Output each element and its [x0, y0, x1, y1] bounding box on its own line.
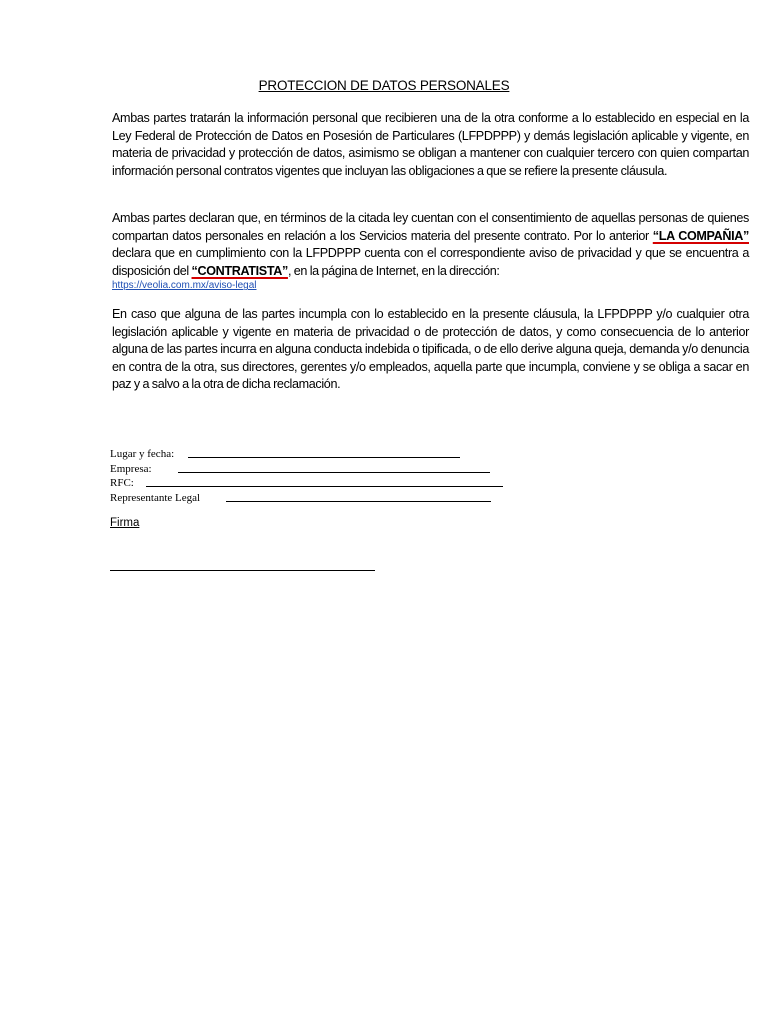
place-date-label: Lugar y fecha: [110, 448, 175, 460]
company-name: “LA COMPAÑIA” [652, 228, 749, 243]
rfc-label: RFC: [110, 477, 134, 489]
paragraph-consent [112, 210, 749, 292]
place-date-field[interactable] [188, 457, 460, 458]
signature-label: Firma [110, 517, 140, 529]
place-date-row [110, 447, 200, 462]
consent-text-part3: , en la página de Internet, en la dirección: [287, 263, 500, 278]
privacy-notice-link[interactable]: https://veolia.com.mx/aviso-legal [112, 280, 257, 292]
legal-rep-field[interactable] [226, 501, 491, 502]
legal-rep-label: Representante Legal [110, 491, 201, 504]
contractor-name: “CONTRATISTA” [191, 263, 288, 278]
paragraph-breach: En caso que alguna de las partes incumpla con lo establecido en la presente cláusula, la LFPDPPP y/o cualquier otra legislación aplicable y vigente en materia de privacidad o de protección de datos, y como consecuencia de lo anterior alguna de las partes incurra en alguna conducta indebida o tipificada, o de ello derive alguna queja, demanda y/o denuncia en contra de la otra, sus directores, gerentes y/o empleados, aquella parte que incumpla, conviene y se obliga a sacar en paz y a salvo a la otra de dicha reclamación. [112, 307, 749, 392]
signature-line[interactable] [110, 570, 375, 571]
document-title: PROTECCION DE DATOS PERSONALES [258, 78, 510, 93]
signature-fields [110, 447, 200, 505]
paragraph-data-handling: Ambas partes tratarán la información personal que recibieren una de la otra conforme a lo establecido en especial en la Ley Federal de Protección de Datos en Posesión de Particulares (LFPDPPP) y demás legislación aplicable y vigente, en materia de privacidad y protección de datos, asimismo se obligan a mantener con cualquier tercero con quien compartan información personal contratos vigentes que incluyan las obligaciones a que se refiere la presente cláusula. [112, 111, 749, 178]
consent-text-part2: declara que en cumplimiento con la LFPDPPP cuenta con el correspondiente aviso de privacidad y que se encuentra a disposición del [112, 246, 749, 278]
company-label: Empresa: [110, 462, 152, 475]
rfc-field[interactable] [146, 486, 503, 487]
company-field[interactable] [178, 472, 490, 473]
legal-rep-row [110, 491, 200, 506]
rfc-row [110, 476, 200, 491]
consent-text-part1: Ambas partes declaran que, en términos de la citada ley cuentan con el consentimiento de aquellas personas de quienes compartan datos personales en relación a los Servicios materia del presente contrato. Por lo anterior [112, 211, 749, 243]
company-row [110, 462, 200, 477]
